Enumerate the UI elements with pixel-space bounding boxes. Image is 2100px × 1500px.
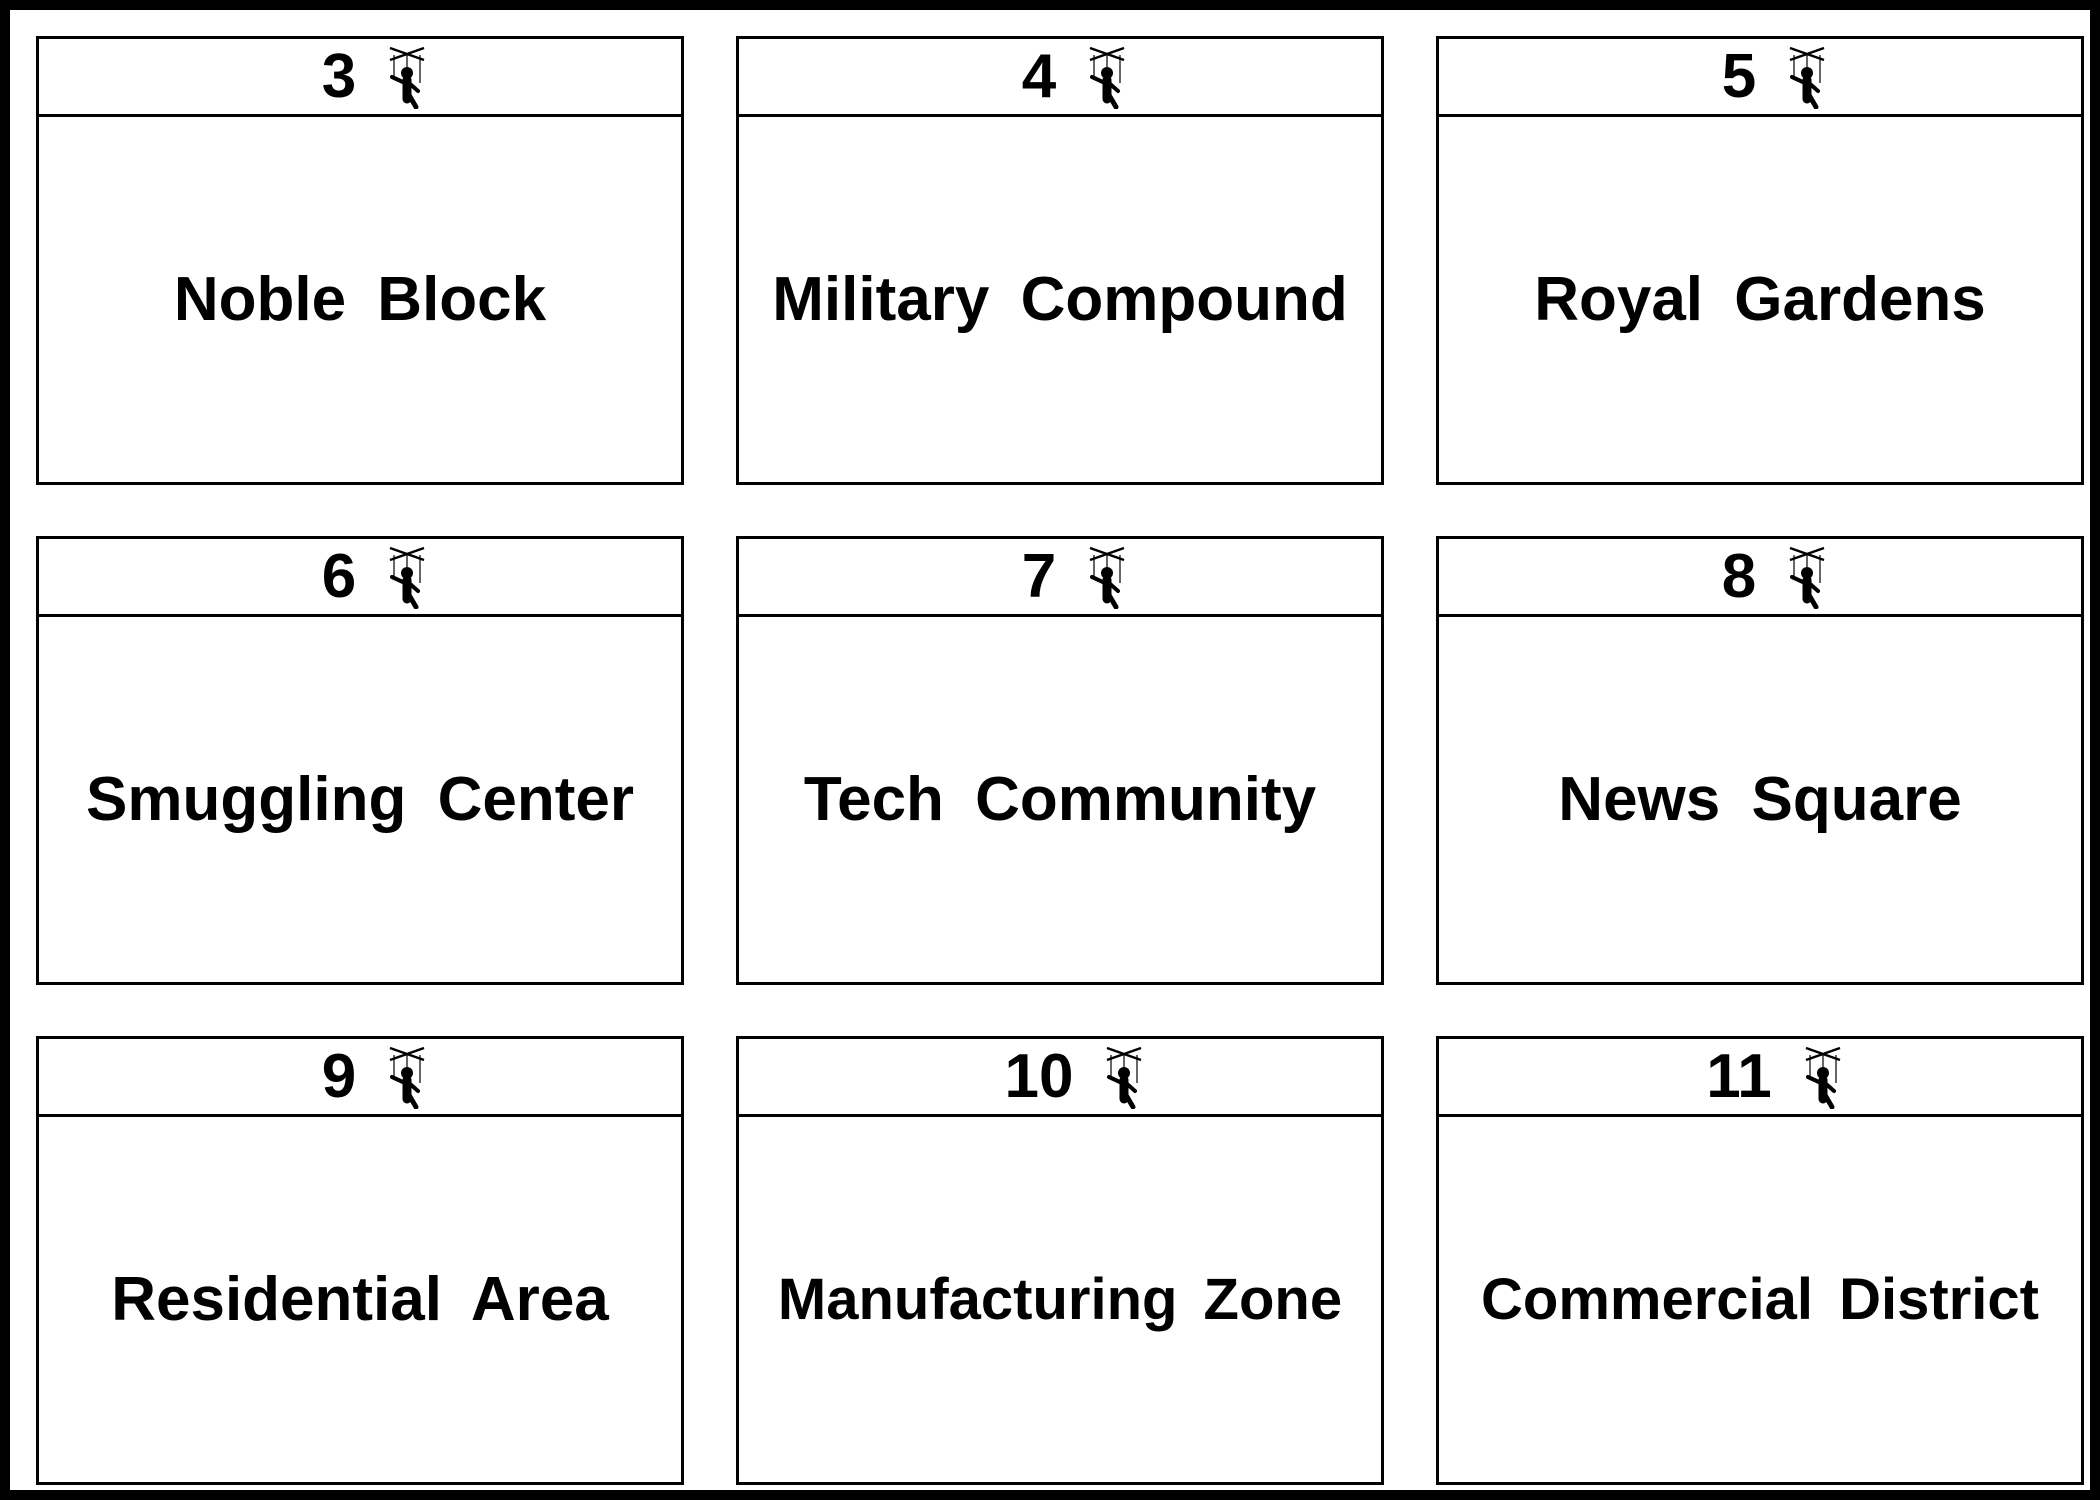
card-header: [39, 539, 681, 617]
marionette-icon: [1101, 1045, 1147, 1109]
district-card-6[interactable]: [36, 536, 684, 985]
marionette-icon: [1800, 1045, 1846, 1109]
card-body: [739, 617, 1381, 982]
card-name: Royal Gardens: [1534, 264, 1986, 334]
card-body: [1439, 617, 2081, 982]
marionette-icon: [384, 1045, 430, 1109]
district-card-7[interactable]: [736, 536, 1384, 985]
card-number: 5: [1721, 41, 1757, 111]
card-header: [739, 39, 1381, 117]
card-name: Residential Area: [111, 1264, 609, 1334]
district-card-3[interactable]: [36, 36, 684, 485]
marionette-icon: [1784, 45, 1830, 109]
card-number: 6: [321, 541, 357, 611]
card-header: [39, 39, 681, 117]
district-card-4[interactable]: [736, 36, 1384, 485]
card-header: [39, 1039, 681, 1117]
card-number: 9: [321, 1041, 357, 1111]
card-header: [739, 1039, 1381, 1117]
marionette-icon: [1084, 45, 1130, 109]
marionette-icon: [1784, 545, 1830, 609]
district-card-11[interactable]: [1436, 1036, 2084, 1485]
card-body: [739, 1117, 1381, 1482]
card-body: [39, 617, 681, 982]
district-card-10[interactable]: [736, 1036, 1384, 1485]
card-number: 4: [1021, 41, 1057, 111]
card-name: Commercial District: [1481, 1266, 2039, 1332]
district-card-9[interactable]: [36, 1036, 684, 1485]
card-name: Noble Block: [173, 264, 547, 334]
card-name: Military Compound: [772, 264, 1348, 334]
card-header: [1439, 539, 2081, 617]
card-header: [739, 539, 1381, 617]
card-number: 7: [1021, 541, 1057, 611]
card-name: Smuggling Center: [86, 764, 634, 834]
card-header: [1439, 39, 2081, 117]
card-name: Tech Community: [803, 764, 1317, 834]
card-number: 3: [321, 41, 357, 111]
district-card-5[interactable]: [1436, 36, 2084, 485]
card-number: 11: [1706, 1041, 1772, 1111]
marionette-icon: [384, 45, 430, 109]
card-header: [1439, 1039, 2081, 1117]
card-name: News Square: [1558, 764, 1962, 834]
marionette-icon: [1084, 545, 1130, 609]
card-body: [1439, 1117, 2081, 1482]
card-name: Manufacturing Zone: [777, 1266, 1343, 1332]
card-number: 10: [1004, 1041, 1074, 1111]
card-body: [39, 1117, 681, 1482]
district-card-8[interactable]: [1436, 536, 2084, 985]
card-body: [1439, 117, 2081, 482]
card-body: [39, 117, 681, 482]
card-body: [739, 117, 1381, 482]
card-number: 8: [1721, 541, 1757, 611]
marionette-icon: [384, 545, 430, 609]
